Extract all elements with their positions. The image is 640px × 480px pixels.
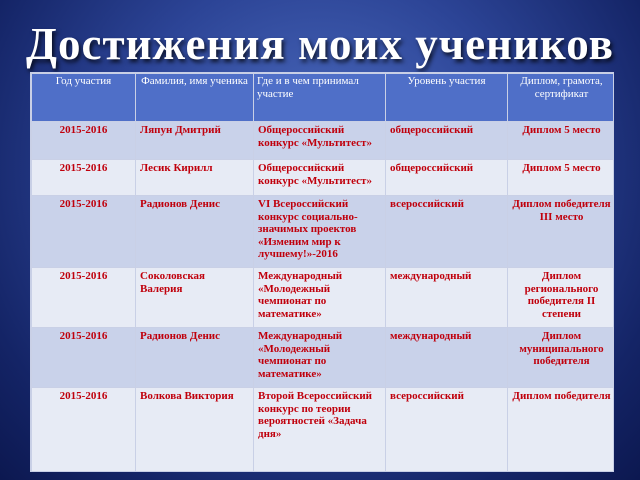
header-level: Уровень участия [386,74,508,122]
cell-year: 2015-2016 [32,268,136,328]
cell-level: всероссийский [386,388,508,473]
cell-award: Диплом регионального победителя II степени [508,268,615,328]
cell-student-name: Волкова Виктория [136,388,254,473]
table-row [32,328,615,388]
cell-award: Диплом 5 место [508,160,615,196]
cell-competition: Общероссийский конкурс «Мультитест» [254,122,386,160]
cell-year: 2015-2016 [32,196,136,268]
table-row [32,122,615,160]
cell-competition: Международный «Молодежный чемпионат по математике» [254,268,386,328]
cell-competition: Второй Всероссийский конкурс по теории вероятностей «Задача дня» [254,388,386,473]
cell-level: общероссийский [386,122,508,160]
cell-student-name: Соколовская Валерия [136,268,254,328]
table-row [32,268,615,328]
cell-award: Диплом муниципального победителя [508,328,615,388]
header-student-name: Фамилия, имя ученика [136,74,254,122]
cell-competition: VI Всероссийский конкурс социально-значимых проектов «Изменим мир к лучшему!»-2016 [254,196,386,268]
cell-award: Диплом победителя [508,388,615,473]
table-row [32,388,615,473]
achievements-table-container [30,72,614,472]
cell-student-name: Радионов Денис [136,196,254,268]
cell-student-name: Ляпун Дмитрий [136,122,254,160]
table-row [32,196,615,268]
cell-level: международный [386,328,508,388]
achievements-table [31,73,614,472]
table-row [32,160,615,196]
cell-level: общероссийский [386,160,508,196]
cell-award: Диплом 5 место [508,122,615,160]
cell-level: всероссийский [386,196,508,268]
cell-year: 2015-2016 [32,328,136,388]
header-year: Год участия [32,74,136,122]
cell-competition: Общероссийский конкурс «Мультитест» [254,160,386,196]
header-award: Диплом, грамота, сертификат [508,74,615,122]
cell-level: международный [386,268,508,328]
cell-student-name: Радионов Денис [136,328,254,388]
page-title: Достижения моих учеников [26,19,614,69]
cell-competition: Международный «Молодежный чемпионат по математике» [254,328,386,388]
header-competition: Где и в чем принимал участие [254,74,386,122]
cell-student-name: Лесик Кирилл [136,160,254,196]
cell-year: 2015-2016 [32,388,136,473]
cell-award: Диплом победителя III место [508,196,615,268]
table-header-row [32,74,615,122]
cell-year: 2015-2016 [32,160,136,196]
cell-year: 2015-2016 [32,122,136,160]
